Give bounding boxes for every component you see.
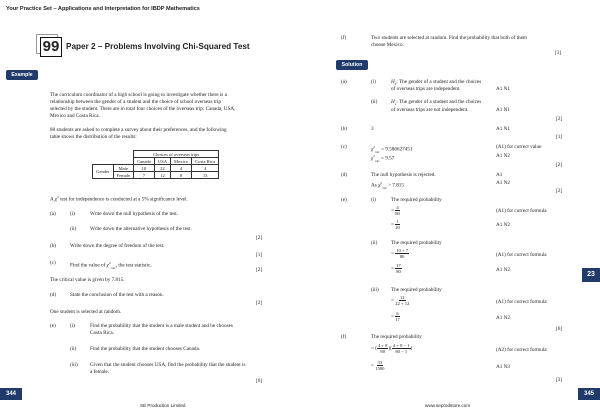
page-number-right: 345 [578, 388, 600, 400]
col-header-usa: USA [154, 158, 170, 165]
intro-line-3: selected by the student. There are in total four choices of the overseas trip: Canada, USA, [50, 106, 236, 112]
sol-e-label: (e) [341, 197, 347, 203]
q-a-i-text: Write down the null hypothesis of the test. [90, 211, 178, 217]
q-a-ii-text: Write down the alternative hypothesis of the test. [90, 226, 192, 232]
sol-d-line-2: As $\chi^2_{calc} > 7.815$ [371, 181, 404, 190]
q-a-label: (a) [50, 211, 56, 217]
sol-c-label: (c) [341, 144, 347, 150]
sol-d-total: [2] [556, 188, 563, 194]
q-b-text: Write down the degree of freedom of the test. [70, 243, 165, 249]
q-e-iii-label: (iii) [70, 362, 78, 368]
sol-f-heading: The required probability [371, 334, 422, 340]
sol-e-iii-mark-2: A1 N2 [496, 315, 510, 321]
sol-f-total: [3] [556, 377, 563, 383]
q-e-i-label: (i) [70, 323, 75, 329]
q-f-marks: [3] [555, 50, 562, 56]
q-c-label: (c) [50, 260, 56, 266]
running-header: Your Practice Set – Applications and Interpretation for IBDP Mathematics [6, 6, 200, 12]
table-cell: 12 [154, 172, 170, 179]
sol-e-i-mark-2: A1 N2 [496, 222, 510, 228]
row-label-male: Male [113, 165, 134, 172]
q-a-ii-label: (ii) [70, 226, 77, 232]
table-cell: 13 [192, 172, 219, 179]
sol-a-i-text-2: of overseas trips are independent. [391, 86, 461, 92]
sol-e-ii-label: (ii) [371, 240, 378, 246]
q-f-text-1: Two students are selected at random. Find the probability that both of them [371, 35, 527, 41]
sol-f-step-1: = ( $\frac{4 + 8}{80}$ )( $\frac{4 + 8 - 1}{80 - 1}$ ) [371, 343, 413, 354]
q-f-text-2: choose Mexico. [371, 42, 404, 48]
sol-b-label: (b) [341, 126, 348, 132]
sol-d-mark-2: A1 N2 [496, 180, 510, 186]
q-e-ii-label: (ii) [70, 346, 77, 352]
contingency-table [92, 150, 219, 179]
sol-f-mark-1: (A2) for correct formula [496, 347, 547, 353]
table-cell: 7 [134, 172, 155, 179]
sol-f-mark-2: A1 N3 [496, 364, 510, 370]
table-cell: 10 [134, 165, 155, 172]
sol-e-iii-label: (iii) [371, 287, 379, 293]
solution-badge: Solution [336, 60, 368, 70]
sol-c-line-1: $\chi^2_{calc} = 9.586627451$ [371, 145, 413, 154]
sol-a-i-marks: A1 N1 [496, 86, 510, 92]
sol-e-i-step-1: = $\frac{4}{80}$ [391, 205, 400, 216]
example-badge: Example [6, 70, 38, 80]
row-label-female: Female [113, 172, 134, 179]
intro-line-4: Mexico and Costa Rica. [50, 113, 100, 119]
q-e-i-text-1: Find the probability that the student is a male student and he chooses [90, 323, 233, 329]
q-b-label: (b) [50, 243, 57, 249]
q-d-text: State the conclusion of the test with a reason. [70, 292, 164, 298]
sol-e-i-heading: The required probability [391, 197, 442, 203]
sol-e-iii-mark-1: (A1) for correct formula [496, 299, 547, 305]
table-cell: 4 [192, 165, 219, 172]
chapter-side-tab: 23 [582, 268, 600, 282]
q-a-i-label: (i) [70, 211, 75, 217]
chapter-number: 99 [40, 37, 62, 57]
q-e-iii-text-1: Given that the student chooses USA, find the probability that the student is [90, 362, 246, 368]
table-title: Choices of overseas trips [134, 151, 219, 158]
website-link[interactable]: www.seprodstore.com [425, 403, 471, 408]
q-d-marks: [2] [256, 300, 263, 306]
sol-e-i-step-2: = $\frac{1}{20}$ [391, 219, 400, 230]
table-cell: 8 [171, 172, 192, 179]
sol-e-ii-step-1: = $\frac{10 + 7}{80}$ [391, 248, 409, 259]
sol-c-mark-1: (A1) for correct value [496, 144, 542, 150]
col-header-mexico: Mexico [171, 158, 192, 165]
sol-e-total: [6] [556, 326, 563, 332]
sol-c-mark-2: A1 N2 [496, 153, 510, 159]
survey-line-2: table shows the distribution of the results: [50, 134, 137, 140]
sol-e-ii-step-2: = $\frac{17}{80}$ [391, 263, 401, 274]
chapter-title: Paper 2 – Problems Involving Chi-Squared Test [66, 42, 250, 51]
sol-d-line-1: The null hypothesis is rejected. [371, 172, 436, 178]
intro-line-1: The curriculum coordinator of a high school is going to investigate whether there is a [50, 92, 227, 98]
q-c-text: Find the value of $\chi^2_{calc}$, the test statistic. [70, 261, 152, 270]
q-d-label: (d) [50, 292, 57, 298]
table-cell: 4 [171, 165, 192, 172]
sol-e-iii-step-1: = $\frac{12}{22 + 12}$ [391, 295, 410, 306]
q-f-label: (f) [341, 35, 347, 41]
sol-e-iii-step-2: = $\frac{6}{17}$ [391, 311, 400, 322]
critical-value-text: The critical value is given by 7.815. [50, 277, 125, 283]
page-number-left: 344 [0, 388, 22, 400]
sol-a-i-label: (i) [371, 79, 376, 85]
sol-a-ii-marks: A1 N1 [496, 107, 510, 113]
q-b-marks: [1] [256, 252, 263, 258]
sol-e-ii-mark-1: (A1) for correct formula [496, 252, 547, 258]
col-header-costa-rica: Costa Rica [192, 158, 219, 165]
sol-f-label: (f) [341, 334, 347, 340]
sol-c-total: [2] [556, 162, 563, 168]
random-selection-text: One student is selected at random. [50, 309, 122, 315]
sol-e-iii-heading: The required probability [391, 287, 442, 293]
q-e-ii-text: Find the probability that the student chooses Canada. [90, 346, 201, 352]
sol-e-i-mark-1: (A1) for correct formula [496, 208, 547, 214]
q-e-marks: [6] [256, 378, 263, 384]
sol-a-ii-text-2: of overseas trips are not independent. [391, 107, 469, 113]
sol-a-ii-label: (ii) [371, 99, 378, 105]
q-e-iii-text-2: a female. [90, 369, 110, 375]
q-a-marks: [2] [256, 235, 263, 241]
sol-b-marks: A1 N1 [496, 126, 510, 132]
sol-f-step-2: = $\frac{33}{1580}$ [371, 360, 385, 371]
q-e-label: (e) [50, 323, 56, 329]
test-description: A $\chi^2$ test for independence is conducted at a 5% significance level. [50, 195, 188, 203]
sol-c-line-2: $\chi^2_{calc} = 9.57$ [371, 154, 395, 163]
intro-line-2: relationship between the gender of a student and the choice of school overseas trip [50, 99, 221, 105]
row-header-gender: Gender [93, 165, 114, 179]
sol-a-label: (a) [341, 79, 347, 85]
survey-line-1: 80 students are asked to complete a survey about their preferences, and the following [50, 127, 227, 133]
q-c-marks: [2] [256, 267, 263, 273]
col-header-canada: Canada [134, 158, 155, 165]
sol-b-total: [1] [556, 134, 563, 140]
sol-a-i-text-1: $H_0$: The gender of a student and the choices [391, 79, 482, 87]
sol-d-label: (d) [341, 172, 348, 178]
sol-e-i-label: (i) [371, 197, 376, 203]
q-e-i-text-2: Costa Rica. [90, 330, 114, 336]
sol-e-ii-heading: The required probability [391, 240, 442, 246]
publisher-name: SE Production Limited [140, 403, 186, 408]
sol-e-ii-mark-2: A1 N2 [496, 267, 510, 273]
sol-a-ii-text-1: $H_1$: The gender of a student and the choices [391, 99, 482, 107]
sol-a-total: [2] [556, 116, 563, 122]
sol-d-mark-1: A1 [496, 172, 503, 178]
sol-b-value: 3 [371, 126, 374, 132]
table-cell: 22 [154, 165, 170, 172]
